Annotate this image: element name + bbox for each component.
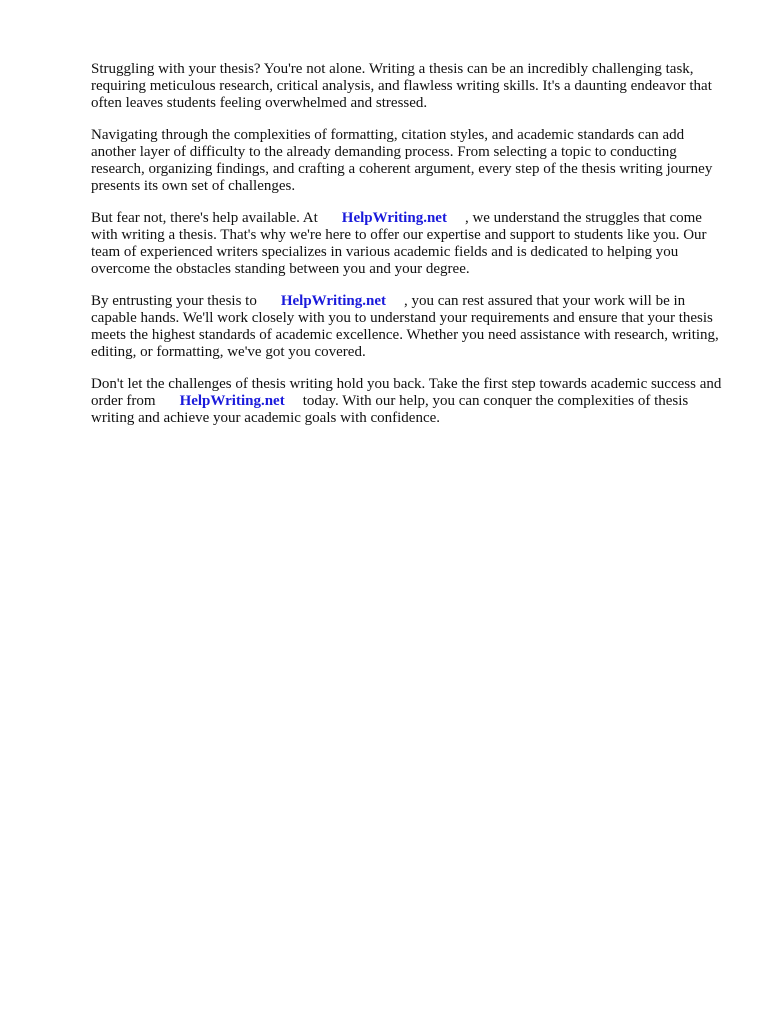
- paragraph-text: Navigating through the complexities of formatting, citation styles, and academic standards can add another layer of difficulty to the already demanding process. From selecting a topic to conducting research, organizing findings, and crafting a coherent argument, every step of the thesis writing journey presents its own set of challenges.: [91, 127, 713, 194]
- paragraph-text-after-link: , we understand the struggles that come with writing a thesis. That's why we're here to offer our expertise and support to students like you. Our team of experienced writers specializes in various academic fields and is dedicated to helping you overcome the obstacles standing between you and your degree.: [91, 210, 707, 277]
- paragraph-intro: [91, 61, 728, 112]
- paragraph-text-before-link: By entrusting your thesis to: [91, 293, 257, 309]
- paragraph-help-available: [91, 210, 728, 278]
- paragraph-text-after-link: , you can rest assured that your work will be in capable hands. We'll work closely with you to understand your requirements and ensure that your thesis meets the highest standards of academic excellence. Whether you need assistance with research, writing, editing, or formatting, we've got you covered.: [91, 293, 719, 360]
- paragraph-text-after-link: today. With our help, you can conquer the complexities of thesis writing and achieve your academic goals with confidence.: [91, 393, 689, 426]
- helpwriting-link[interactable]: HelpWriting.net: [341, 210, 447, 226]
- paragraph-entrusting: [91, 293, 728, 361]
- paragraph-call-to-action: [91, 376, 728, 427]
- paragraph-text-before-link: Don't let the challenges of thesis writing hold you back. Take the first step towards academic success and order from: [91, 376, 722, 409]
- helpwriting-link[interactable]: HelpWriting.net: [280, 293, 386, 309]
- helpwriting-link[interactable]: HelpWriting.net: [179, 393, 285, 409]
- paragraph-text: Struggling with your thesis? You're not alone. Writing a thesis can be an incredibly challenging task, requiring meticulous research, critical analysis, and flawless writing skills. It's a daunting endeavor that often leaves students feeling overwhelmed and stressed.: [91, 61, 712, 111]
- paragraph-challenges: [91, 127, 728, 195]
- paragraph-text-before-link: But fear not, there's help available. At: [91, 210, 318, 226]
